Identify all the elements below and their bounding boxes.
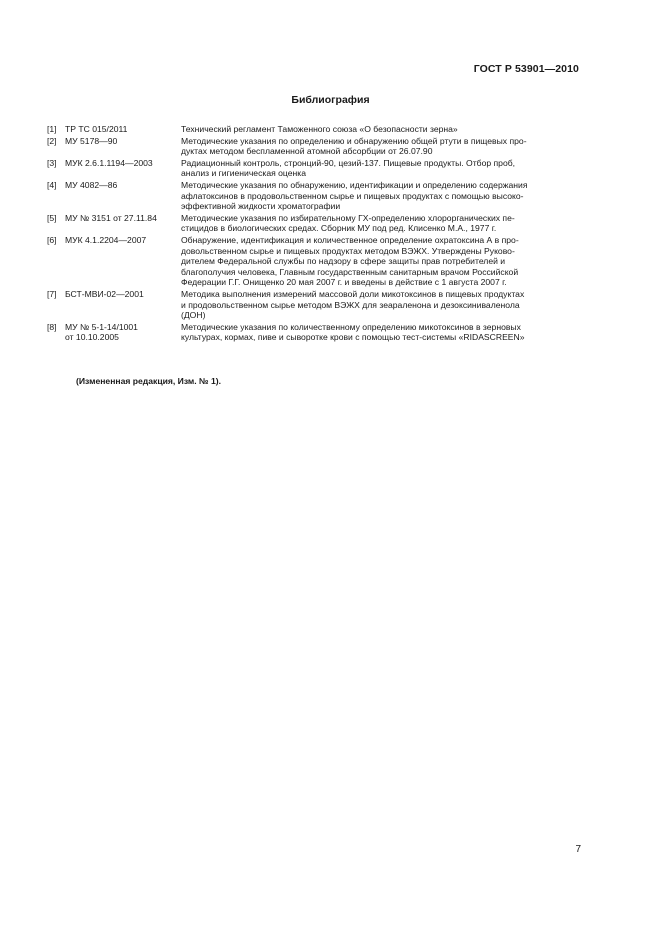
bibliography-entry xyxy=(47,124,587,135)
entry-description: Методические указания по избирательному ГХ-определению хлорорганических пе- стицидов в биологических средах. Сборник МУ под ред. Клисенко М.А., 1977 г. xyxy=(181,212,515,234)
document-id: ГОСТ Р 53901—2010 xyxy=(473,63,579,75)
bibliography-entry xyxy=(47,289,587,321)
entry-description: Методические указания по количественному определению микотоксинов в зерновых культурах, кормах, пиве и сыворотке крови с помощью тест-системы «RIDASCREEN» xyxy=(181,321,525,343)
entry-number: [1] xyxy=(47,124,57,134)
entry-code: МУ № 3151 от 27.11.84 xyxy=(65,212,157,223)
page-number: 7 xyxy=(575,844,581,855)
bibliography-entry xyxy=(47,136,587,157)
bibliography-entry xyxy=(47,158,587,179)
entry-description: Методические указания по обнаружению, идентификации и определению содержания афлатоксинов в продовольственном сырье и пищевых продуктах с помощью высоко- эффективной жидкости хроматографии xyxy=(181,179,528,212)
entry-number: [6] xyxy=(47,234,57,245)
entry-code: МУ 4082—86 xyxy=(65,179,118,190)
entry-code: МУК 4.1.2204—2007 xyxy=(65,234,147,245)
entry-number: [8] xyxy=(47,321,57,332)
entry-number: [5] xyxy=(47,212,57,223)
page-title: Библиография xyxy=(291,94,370,106)
bibliography-entry xyxy=(47,180,587,212)
amendment-note: (Измененная редакция, Изм. № 1). xyxy=(76,376,222,386)
entry-number: [2] xyxy=(47,135,57,146)
entry-description: Технический регламент Таможенного союза «О безопасности зерна» xyxy=(181,124,458,134)
entry-description: Методические указания по определению и обнаружению общей ртути в пищевых про- дуктах методом беспламенной атомной абсорбции от 26.07.90 xyxy=(181,135,527,157)
entry-code: ТР ТС 015/2011 xyxy=(65,124,128,134)
entry-number: [7] xyxy=(47,288,57,299)
entry-code: МУ № 5-1-14/1001 от 10.10.2005 xyxy=(65,321,138,343)
entry-code: БСТ-МВИ-02—2001 xyxy=(65,288,144,299)
entry-number: [4] xyxy=(47,179,57,190)
entry-description: Радиационный контроль, стронций-90, цезий-137. Пищевые продукты. Отбор проб, анализ и гигиеническая оценка xyxy=(181,157,516,179)
entry-description: Методика выполнения измерений массовой доли микотоксинов в пищевых продуктах и продовольственном сырье методом ВЭЖХ для зеараленона и дезоксиниваленола (ДОН) xyxy=(181,288,525,321)
entry-description: Обнаружение, идентификация и количественное определение охратоксина А в про- довольственном сырье и пищевых продуктах методом ВЭЖХ. Утверждены Руково- дителем Федеральной службы по надзору в сфере защиты прав потребителей и благополучия человека, Главным государственным санитарным врачом Российской Федерации Г.Г. Онищенко 20 мая 2007 г. и введены в действие с 1 августа 2007 г. xyxy=(181,234,519,288)
bibliography-entry xyxy=(47,235,587,288)
entry-code: МУК 2.6.1.1194—2003 xyxy=(65,157,153,168)
bibliography-entry xyxy=(47,213,587,234)
entry-number: [3] xyxy=(47,157,57,168)
bibliography-list xyxy=(47,124,587,344)
bibliography-entry xyxy=(47,322,587,343)
entry-code: МУ 5178—90 xyxy=(65,135,118,146)
